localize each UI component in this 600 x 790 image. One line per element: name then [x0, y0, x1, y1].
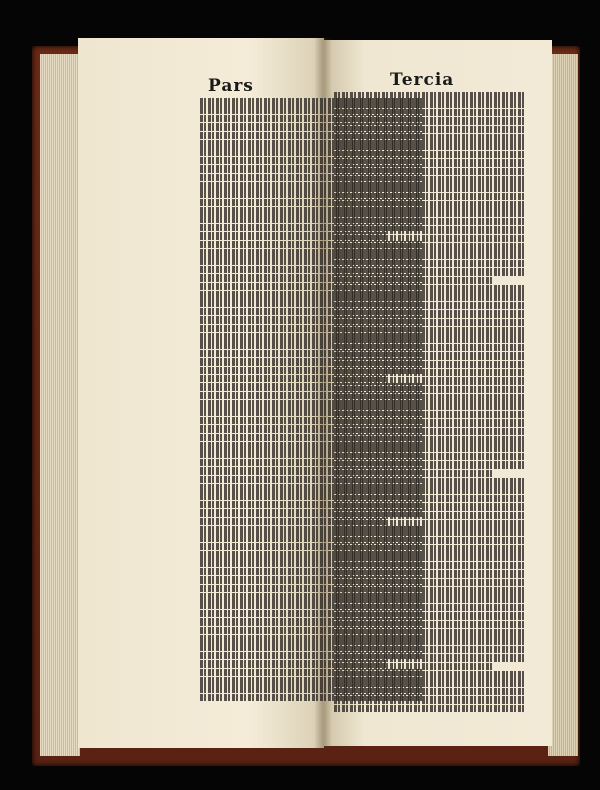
print-line: [334, 503, 524, 511]
print-line: [334, 251, 524, 259]
print-line: [334, 218, 524, 226]
print-line: [334, 612, 524, 620]
print-line: [334, 193, 524, 201]
print-line: [334, 428, 524, 436]
print-line: [334, 260, 524, 268]
print-line: [334, 302, 524, 310]
print-line: [334, 562, 524, 570]
print-line: [334, 285, 524, 293]
print-line: [334, 436, 524, 444]
print-line: [334, 579, 524, 587]
print-line: [334, 126, 524, 134]
print-line: [334, 629, 524, 637]
print-line: [334, 587, 524, 595]
print-line: [334, 545, 524, 553]
print-line: [334, 495, 524, 503]
right-text-column: [334, 92, 524, 722]
print-line: [334, 168, 524, 176]
right-page-edges: [548, 54, 578, 756]
print-line: [334, 654, 524, 662]
print-line: [334, 688, 524, 696]
print-line: [334, 344, 524, 352]
print-line: [334, 319, 524, 327]
print-line: [334, 109, 524, 117]
print-line: [334, 117, 524, 125]
print-line: [334, 663, 494, 671]
print-line: [334, 671, 524, 679]
print-line: [334, 394, 524, 402]
print-line: [334, 352, 524, 360]
print-line: [334, 461, 524, 469]
print-line: [334, 604, 524, 612]
print-line: [334, 444, 524, 452]
print-line: [334, 134, 524, 142]
print-line: [334, 201, 524, 209]
print-line: [334, 243, 524, 251]
print-line: [334, 512, 524, 520]
print-line: [334, 553, 524, 561]
print-line: [334, 478, 524, 486]
print-line: [334, 486, 524, 494]
print-line: [334, 621, 524, 629]
print-line: [334, 470, 494, 478]
print-line: [334, 570, 524, 578]
print-line: [334, 520, 524, 528]
print-line: [334, 277, 494, 285]
print-line: [334, 159, 524, 167]
print-line: [334, 419, 524, 427]
print-line: [334, 327, 524, 335]
print-line: [334, 100, 524, 108]
left-page-edges: [40, 54, 80, 756]
print-line: [334, 176, 524, 184]
print-line: [334, 184, 524, 192]
print-line: [334, 209, 524, 217]
left-running-head: Pars: [208, 76, 254, 96]
print-line: [334, 595, 524, 603]
print-line: [334, 537, 524, 545]
print-line: [334, 335, 524, 343]
print-line: [334, 92, 524, 100]
print-line: [334, 151, 524, 159]
print-line: [334, 369, 524, 377]
print-line: [334, 310, 524, 318]
print-line: [334, 377, 524, 385]
print-line: [334, 696, 524, 704]
print-line: [334, 453, 524, 461]
print-line: [334, 142, 524, 150]
print-line: [334, 226, 524, 234]
print-line: [334, 268, 524, 276]
print-line: [334, 361, 524, 369]
print-line: [334, 646, 524, 654]
print-line: [334, 528, 524, 536]
print-line: [334, 705, 524, 713]
print-line: [334, 679, 524, 687]
print-line: [334, 411, 524, 419]
right-running-head: Tercia: [390, 70, 455, 90]
print-line: [334, 235, 524, 243]
print-line: [334, 293, 524, 301]
print-line: [334, 402, 524, 410]
print-line: [334, 386, 524, 394]
print-line: [334, 637, 524, 645]
